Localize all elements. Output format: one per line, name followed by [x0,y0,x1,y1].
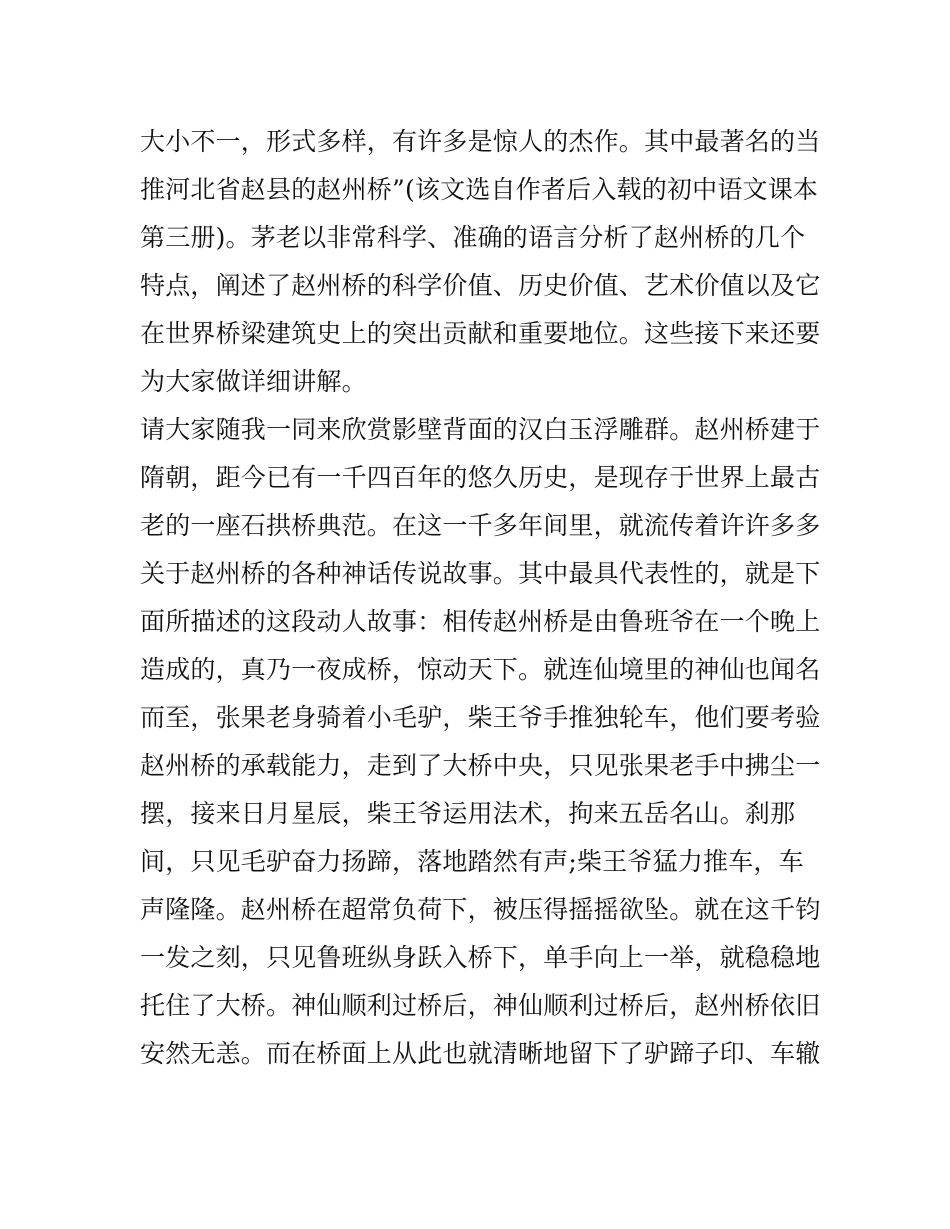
text-line: 摆，接来日月星辰，柴王爷运用法术，拘来五岳名山。刹那 [140,799,796,828]
text-line: 推河北省赵县的赵州桥”(该文选自作者后入载的初中语文课本 [140,175,819,204]
paragraph-2 [140,406,820,1078]
text-line: 请大家随我一同来欣赏影壁背面的汉白玉浮雕群。赵州桥建于 [140,415,821,444]
body-text [140,118,820,1078]
text-line: 隋朝，距今已有一千四百年的悠久历史，是现存于世界上最古 [140,463,821,492]
text-line: 而至，张果老身骑着小毛驴，柴王爷手推独轮车，他们要考验 [140,703,821,732]
text-line: 为大家做详细讲解。 [140,367,367,396]
text-line: 托住了大桥。神仙顺利过桥后，神仙顺利过桥后，赵州桥依旧 [140,991,821,1020]
text-line: 面所描述的这段动人故事：相传赵州桥是由鲁班爷在一个晚上 [140,607,821,636]
text-line: 特点，阐述了赵州桥的科学价值、历史价值、艺术价值以及它 [140,271,821,300]
text-line: 间，只见毛驴奋力扬蹄，落地踏然有声;柴王爷猛力推车，车 [140,847,804,876]
text-line: 安然无恙。而在桥面上从此也就清晰地留下了驴蹄子印、车辙 [140,1039,821,1068]
text-line: 声隆隆。赵州桥在超常负荷下，被压得摇摇欲坠。就在这千钧 [140,895,821,924]
text-line: 大小不一，形式多样，有许多是惊人的杰作。其中最著名的当 [140,127,821,156]
text-line: 第三册)。茅老以非常科学、准确的语言分析了赵州桥的几个 [140,223,806,252]
text-line: 造成的，真乃一夜成桥，惊动天下。就连仙境里的神仙也闻名 [140,655,821,684]
text-line: 关于赵州桥的各种神话传说故事。其中最具代表性的，就是下 [140,559,821,588]
paragraph-1 [140,118,820,406]
text-line: 老的一座石拱桥典范。在这一千多年间里，就流传着许许多多 [140,511,821,540]
text-line: 赵州桥的承载能力，走到了大桥中央，只见张果老手中拂尘一 [140,751,821,780]
text-line: 一发之刻，只见鲁班纵身跃入桥下，单手向上一举，就稳稳地 [140,943,821,972]
text-line: 在世界桥梁建筑史上的突出贡献和重要地位。这些接下来还要 [140,319,821,348]
